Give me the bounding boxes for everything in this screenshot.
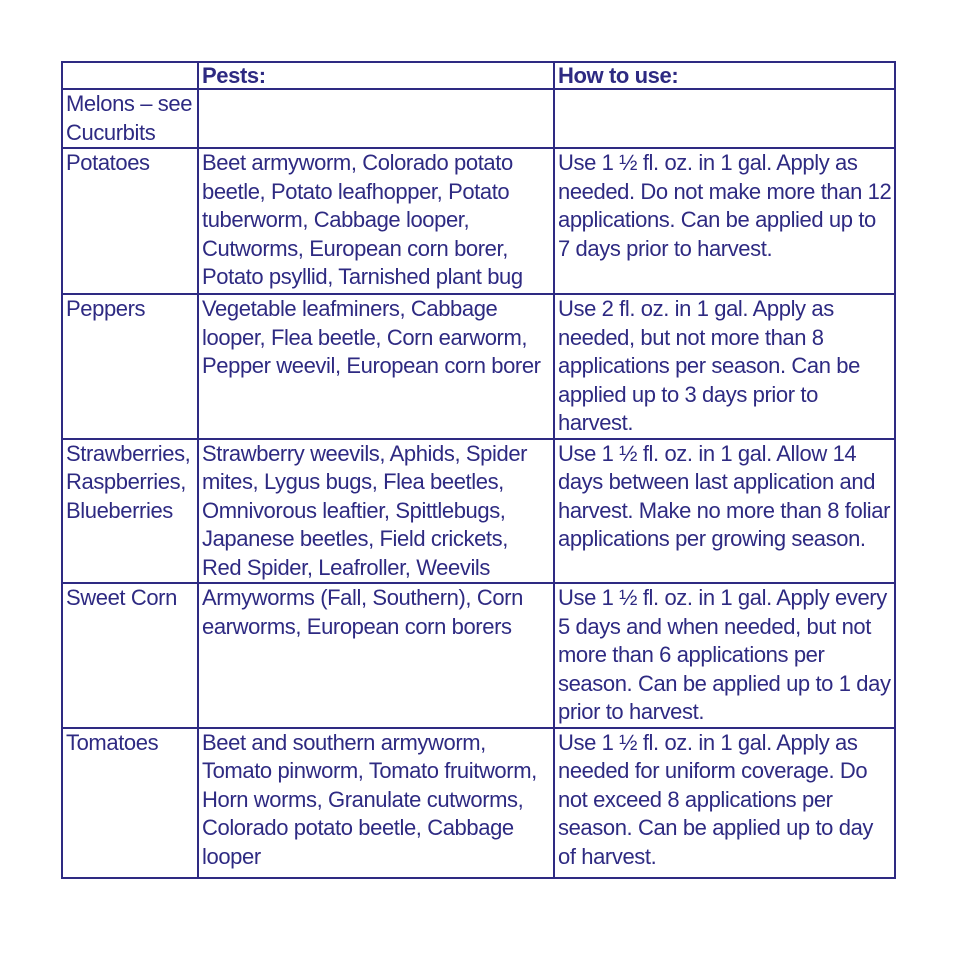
crop-cell: Strawberries, Raspberries, Blueberries (62, 439, 198, 584)
crop-cell: Melons – see Cucurbits (62, 89, 198, 148)
header-how-to-use: How to use: (554, 62, 895, 89)
crop-cell: Potatoes (62, 148, 198, 294)
pests-cell: Vegetable leafminers, Cabbage looper, Flea beetle, Corn earworm, Pepper weevil, European corn borer (198, 294, 554, 439)
table-row (62, 294, 895, 439)
how-to-use-cell: Use 1 ½ fl. oz. in 1 gal. Apply as needed for uniform coverage. Do not exceed 8 applications per season. Can be applied up to day of harvest. (554, 728, 895, 878)
pests-cell: Beet and southern armyworm, Tomato pinworm, Tomato fruitworm, Horn worms, Granulate cutworms, Colorado potato beetle, Cabbage looper (198, 728, 554, 878)
table-row (62, 439, 895, 584)
table-row (62, 583, 895, 728)
how-to-use-cell: Use 1 ½ fl. oz. in 1 gal. Allow 14 days between last application and harvest. Make no more than 8 foliar applications per growing season. (554, 439, 895, 584)
pest-application-table (61, 61, 896, 879)
how-to-use-cell (554, 89, 895, 148)
table-row (62, 728, 895, 878)
crop-cell: Peppers (62, 294, 198, 439)
pests-cell: Beet armyworm, Colorado potato beetle, Potato leafhopper, Potato tuberworm, Cabbage looper, Cutworms, European corn borer, Potato psyllid, Tarnished plant bug (198, 148, 554, 294)
pests-cell: Armyworms (Fall, Southern), Corn earworms, European corn borers (198, 583, 554, 728)
how-to-use-cell: Use 2 fl. oz. in 1 gal. Apply as needed, but not more than 8 applications per season. Can be applied up to 3 days prior to harvest. (554, 294, 895, 439)
header-pests: Pests: (198, 62, 554, 89)
crop-cell: Tomatoes (62, 728, 198, 878)
how-to-use-cell: Use 1 ½ fl. oz. in 1 gal. Apply as needed. Do not make more than 12 applications. Can be applied up to 7 days prior to harvest. (554, 148, 895, 294)
crop-cell: Sweet Corn (62, 583, 198, 728)
table-header-row (62, 62, 895, 89)
table-row (62, 148, 895, 294)
table-row (62, 89, 895, 148)
how-to-use-cell: Use 1 ½ fl. oz. in 1 gal. Apply every 5 days and when needed, but not more than 6 applications per season. Can be applied up to 1 day prior to harvest. (554, 583, 895, 728)
pests-cell (198, 89, 554, 148)
pests-cell: Strawberry weevils, Aphids, Spider mites, Lygus bugs, Flea beetles, Omnivorous leaftier, Spittlebugs, Japanese beetles, Field crickets, Red Spider, Leafroller, Weevils (198, 439, 554, 584)
header-crop (62, 62, 198, 89)
